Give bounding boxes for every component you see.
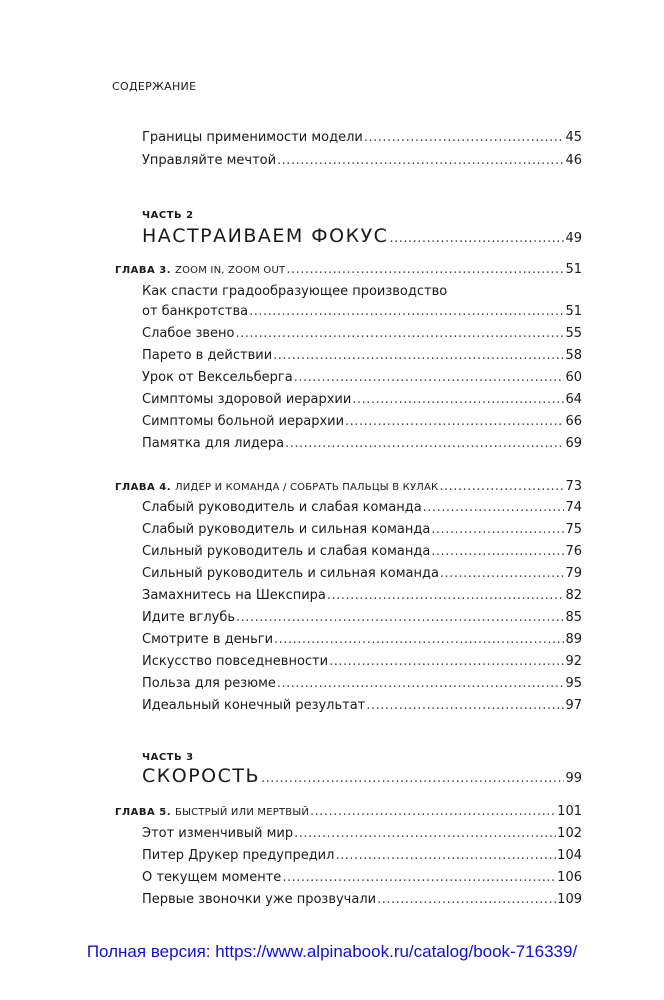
toc-entry[interactable] bbox=[142, 610, 582, 630]
toc-entry[interactable] bbox=[142, 348, 582, 368]
leader-dots bbox=[285, 436, 564, 451]
toc-entry-page: 69 bbox=[565, 436, 582, 451]
toc-entry-title: Симптомы здоровой иерархии bbox=[142, 392, 352, 407]
chapter-label: ГЛАВА 5. bbox=[115, 807, 172, 818]
toc-entry-page: 104 bbox=[557, 848, 582, 863]
chapter-title: БЫСТРЫЙ ИЛИ МЕРТВЫЙ bbox=[175, 807, 310, 818]
toc-entry[interactable] bbox=[142, 676, 582, 696]
leader-dots bbox=[423, 500, 565, 515]
toc-entry-title-line: Как спасти градообразующее производство bbox=[142, 284, 448, 299]
leader-dots bbox=[440, 566, 565, 581]
toc-entry-page: 58 bbox=[565, 348, 582, 363]
toc-entry[interactable] bbox=[142, 698, 582, 718]
chapter-entry[interactable] bbox=[115, 262, 582, 282]
toc-entry-page: 46 bbox=[565, 153, 582, 168]
toc-entry-title: О текущем моменте bbox=[142, 870, 282, 885]
leader-dots bbox=[327, 588, 565, 603]
leader-dots bbox=[294, 370, 565, 385]
toc-entry[interactable] bbox=[142, 870, 582, 890]
toc-entry-page: 75 bbox=[565, 522, 582, 537]
toc-entry[interactable] bbox=[142, 392, 582, 412]
toc-entry-title: Польза для резюме bbox=[142, 676, 276, 691]
toc-entry[interactable] bbox=[142, 130, 582, 150]
leader-dots bbox=[282, 870, 556, 885]
toc-entry-page: 95 bbox=[565, 676, 582, 691]
toc-entry-title: Слабый руководитель и слабая команда bbox=[142, 500, 422, 515]
toc-entry-page: 64 bbox=[565, 392, 582, 407]
toc-entry[interactable] bbox=[142, 304, 582, 324]
toc-entry[interactable] bbox=[142, 500, 582, 520]
toc-entry-title: Слабый руководитель и сильная команда bbox=[142, 522, 431, 537]
toc-entry-page: 79 bbox=[565, 566, 582, 581]
toc-entry-title: Урок от Вексельберга bbox=[142, 370, 293, 385]
toc-entry-page: 85 bbox=[565, 610, 582, 625]
part-label: ЧАСТЬ 2 bbox=[142, 210, 194, 221]
leader-dots bbox=[277, 676, 565, 691]
toc-entry-page: 82 bbox=[565, 588, 582, 603]
toc-entry-page: 76 bbox=[565, 544, 582, 559]
part-label: ЧАСТЬ 3 bbox=[142, 752, 194, 763]
chapter-entry[interactable] bbox=[115, 804, 582, 824]
toc-entry-page: 51 bbox=[565, 304, 582, 319]
toc-entry[interactable] bbox=[142, 153, 582, 173]
toc-entry-title: Смотрите в деньги bbox=[142, 632, 274, 647]
toc-entry-page: 109 bbox=[557, 892, 582, 907]
toc-entry-title: Идите вглубь bbox=[142, 610, 236, 625]
toc-entry[interactable] bbox=[142, 436, 582, 456]
leader-dots bbox=[352, 392, 564, 407]
part-title-entry[interactable] bbox=[142, 225, 582, 251]
toc-entry-page: 102 bbox=[557, 826, 582, 841]
chapter-title: ZOOM IN, ZOOM OUT bbox=[175, 265, 286, 276]
toc-entry-page: 92 bbox=[565, 654, 582, 669]
leader-dots bbox=[329, 654, 564, 669]
toc-entry-page: 55 bbox=[565, 326, 582, 341]
leader-dots bbox=[294, 826, 556, 841]
toc-entry-title: Управляйте мечтой bbox=[142, 153, 277, 168]
toc-entry[interactable] bbox=[142, 588, 582, 608]
toc-entry-page: 49 bbox=[565, 231, 582, 246]
leader-dots bbox=[249, 304, 564, 319]
toc-entry-title: Первые звоночки уже прозвучали bbox=[142, 892, 377, 907]
leader-dots bbox=[431, 544, 564, 559]
toc-entry-title: от банкротства bbox=[142, 304, 249, 319]
toc-entry-title: Слабое звено bbox=[142, 326, 235, 341]
toc-entry-title: Питер Друкер предупредил bbox=[142, 848, 335, 863]
toc-entry[interactable] bbox=[142, 370, 582, 390]
leader-dots bbox=[366, 698, 564, 713]
toc-entry-title: Идеальный конечный результат bbox=[142, 698, 366, 713]
leader-dots bbox=[431, 522, 564, 537]
toc-entry-page: 101 bbox=[557, 804, 582, 819]
toc-entry[interactable] bbox=[142, 522, 582, 542]
toc-entry-page: 106 bbox=[557, 870, 582, 885]
toc-entry-title: Симптомы больной иерархии bbox=[142, 414, 345, 429]
part-title-entry[interactable] bbox=[142, 765, 582, 791]
toc-entry[interactable] bbox=[142, 566, 582, 586]
leader-dots bbox=[377, 892, 556, 907]
toc-entry[interactable] bbox=[142, 654, 582, 674]
leader-dots bbox=[236, 610, 564, 625]
toc-entry-page: 66 bbox=[565, 414, 582, 429]
leader-dots bbox=[345, 414, 564, 429]
toc-entry-page: 51 bbox=[565, 262, 582, 277]
toc-entry[interactable] bbox=[142, 544, 582, 564]
chapter-entry[interactable] bbox=[115, 479, 582, 499]
leader-dots bbox=[335, 848, 556, 863]
chapter-label: ГЛАВА 4. bbox=[115, 482, 172, 493]
full-version-link[interactable]: Полная версия: https://www.alpinabook.ru/catalog/book-716339/ bbox=[86, 942, 578, 961]
leader-dots bbox=[235, 326, 564, 341]
toc-entry-page: 45 bbox=[565, 130, 582, 145]
toc-entry-title: Искусство повседневности bbox=[142, 654, 329, 669]
chapter-title: ЛИДЕР И КОМАНДА / СОБРАТЬ ПАЛЬЦЫ В КУЛАК bbox=[175, 482, 439, 493]
part-title: НАСТРАИВАЕМ ФОКУС bbox=[142, 225, 389, 247]
toc-entry-page: 97 bbox=[565, 698, 582, 713]
leader-dots bbox=[273, 348, 564, 363]
toc-entry-title: Границы применимости модели bbox=[142, 130, 363, 145]
leader-dots bbox=[286, 262, 564, 277]
toc-entry[interactable] bbox=[142, 826, 582, 846]
toc-entry[interactable] bbox=[142, 632, 582, 652]
toc-entry-page: 73 bbox=[565, 479, 582, 494]
toc-entry-title: Сильный руководитель и сильная команда bbox=[142, 566, 439, 581]
leader-dots bbox=[310, 804, 556, 819]
toc-entry-page: 74 bbox=[565, 500, 582, 515]
leader-dots bbox=[277, 153, 564, 168]
part-title: СКОРОСТЬ bbox=[142, 765, 261, 787]
leader-dots bbox=[364, 130, 565, 145]
leader-dots bbox=[274, 632, 564, 647]
toc-entry-title: Памятка для лидера bbox=[142, 436, 285, 451]
toc-entry-title: Замахнитесь на Шекспира bbox=[142, 588, 326, 603]
toc-entry[interactable] bbox=[142, 326, 582, 346]
leader-dots bbox=[261, 771, 564, 786]
toc-entry-title: Парето в действии bbox=[142, 348, 273, 363]
toc-entry-title: Сильный руководитель и слабая команда bbox=[142, 544, 431, 559]
toc-entry[interactable] bbox=[142, 848, 582, 868]
toc-entry-page: 89 bbox=[565, 632, 582, 647]
toc-entry-page: 99 bbox=[565, 771, 582, 786]
toc-entry-page: 60 bbox=[565, 370, 582, 385]
toc-entry[interactable] bbox=[142, 414, 582, 434]
page-header: СОДЕРЖАНИЕ bbox=[112, 80, 197, 93]
leader-dots bbox=[389, 231, 564, 246]
leader-dots bbox=[439, 479, 564, 494]
toc-entry[interactable] bbox=[142, 892, 582, 912]
chapter-label: ГЛАВА 3. bbox=[115, 265, 172, 276]
toc-entry-title: Этот изменчивый мир bbox=[142, 826, 294, 841]
